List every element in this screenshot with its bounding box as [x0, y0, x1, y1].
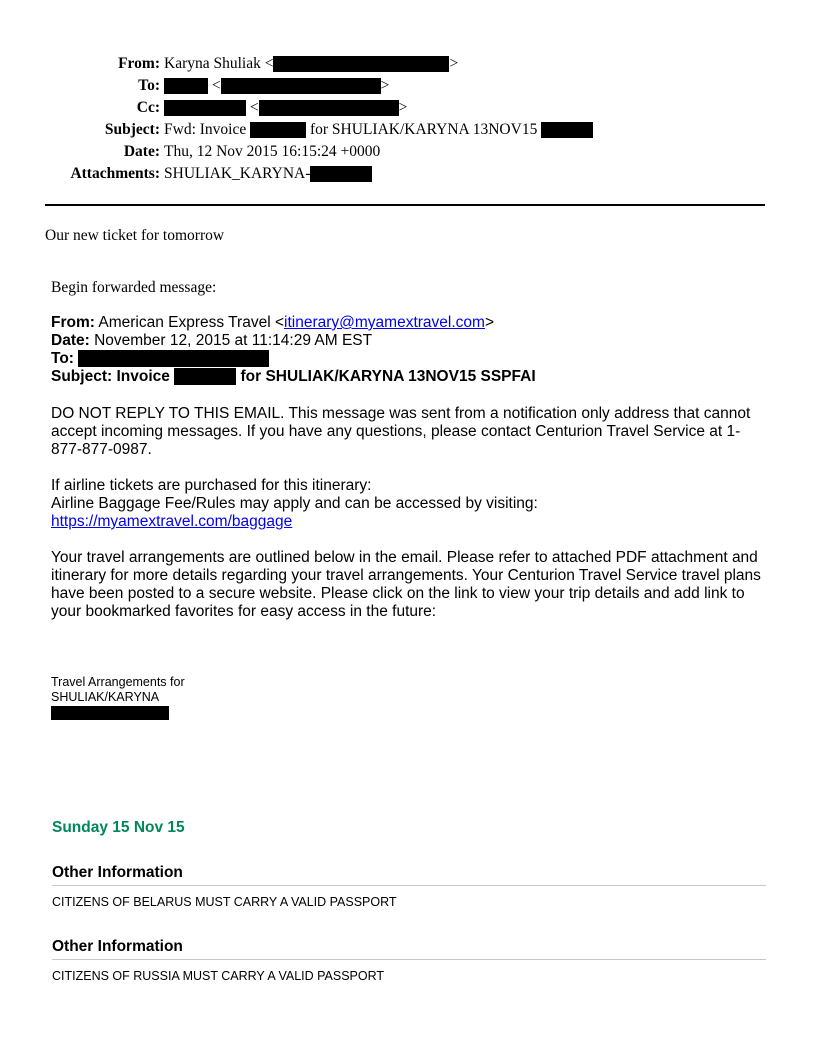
subject-suffix: for SHULIAK/KARYNA 13NOV15: [309, 121, 538, 138]
fwd-to-label: To:: [51, 350, 74, 367]
from-close: >: [449, 55, 459, 72]
redacted-invoice-number: [250, 122, 306, 138]
redacted-email: [221, 78, 381, 94]
header-attachments-row: [0, 163, 816, 185]
subject-label: Subject:: [104, 121, 160, 138]
email-header: [0, 53, 816, 185]
from-label: From:: [118, 55, 160, 72]
info-section: [52, 938, 766, 983]
fwd-subject-label: Subject: Invoice: [51, 368, 170, 385]
info-section-text: CITIZENS OF RUSSIA MUST CARRY A VALID PASSPORT: [52, 969, 385, 983]
to-close: >: [380, 77, 390, 94]
to-open: <: [211, 77, 221, 94]
fwd-from-email-link[interactable]: itinerary@myamextravel.com: [284, 314, 485, 331]
fwd-from-label: From:: [51, 314, 95, 331]
fwd-date-label: Date:: [51, 332, 90, 349]
fwd-from-row: [51, 314, 771, 332]
date-value: Thu, 12 Nov 2015 16:15:24 +0000: [164, 143, 381, 160]
header-subject-row: [0, 119, 816, 141]
body-paragraph-baggage: [51, 477, 771, 531]
arrangements-line-2: SHULIAK/KARYNA: [51, 690, 160, 704]
redacted-filename: [310, 166, 372, 182]
to-label: To:: [138, 77, 160, 94]
fwd-date-row: [51, 332, 771, 350]
message-note: Our new ticket for tomorrow: [45, 227, 225, 244]
attachments-label: Attachments:: [70, 165, 160, 182]
day-heading: Sunday 15 Nov 15: [52, 819, 185, 836]
info-section-title: Other Information: [52, 864, 766, 886]
redacted-email: [259, 100, 399, 116]
redacted-email: [273, 56, 449, 72]
redacted-recipient: [78, 350, 269, 367]
header-to-row: [0, 75, 816, 97]
forwarded-header: [51, 314, 771, 386]
info-section: [52, 864, 766, 909]
travel-arrangements: [51, 675, 185, 720]
fwd-from-close: >: [484, 314, 494, 331]
subject-prefix: Fwd: Invoice: [164, 121, 247, 138]
redacted-invoice-number: [174, 368, 236, 385]
date-label: Date:: [123, 143, 160, 160]
fwd-from-name: American Express Travel <: [98, 314, 285, 331]
arrangements-line-1: Travel Arrangements for: [51, 675, 185, 689]
cc-open: <: [249, 99, 259, 116]
cc-close: >: [398, 99, 408, 116]
redacted-code: [541, 122, 593, 138]
attachment-filename[interactable]: SHULIAK_KARYNA-: [164, 165, 311, 182]
cc-label: Cc:: [136, 99, 160, 116]
from-name: Karyna Shuliak <: [164, 55, 274, 72]
header-from-row: [0, 53, 816, 75]
header-cc-row: [0, 97, 816, 119]
forward-intro: Begin forwarded message:: [51, 279, 217, 296]
baggage-link[interactable]: https://myamextravel.com/baggage: [51, 513, 293, 530]
redacted-name: [164, 78, 208, 94]
info-section-text: CITIZENS OF BELARUS MUST CARRY A VALID PASSPORT: [52, 895, 397, 909]
info-section-title: Other Information: [52, 938, 766, 960]
body-paragraph-notice: DO NOT REPLY TO THIS EMAIL. This message was sent from a notification only address that cannot accept incoming messages. If you have any questions, please contact Centurion Travel Service at 1-877-877-0987.: [51, 405, 751, 458]
header-divider: [45, 204, 765, 206]
baggage-line-2: Airline Baggage Fee/Rules may apply and can be accessed by visiting:: [51, 495, 538, 512]
body-paragraph-arrangements: Your travel arrangements are outlined below in the email. Please refer to attached PDF attachment and itinerary for more details regarding your travel arrangements. Your Centurion Travel Service travel plans have been posted to a secure website. Please click on the link to view your trip details and add link to your bookmarked favorites for easy access in the future:: [51, 549, 761, 620]
fwd-date-value: November 12, 2015 at 11:14:29 AM EST: [94, 332, 373, 349]
fwd-subject-suffix: for SHULIAK/KARYNA 13NOV15 SSPFAI: [240, 368, 536, 385]
redacted-traveler-id: [51, 706, 169, 720]
baggage-line-1: If airline tickets are purchased for this itinerary:: [51, 477, 372, 494]
redacted-name: [164, 100, 246, 116]
fwd-subject-row: [51, 368, 771, 386]
header-date-row: [0, 141, 816, 163]
fwd-to-row: [51, 350, 771, 368]
